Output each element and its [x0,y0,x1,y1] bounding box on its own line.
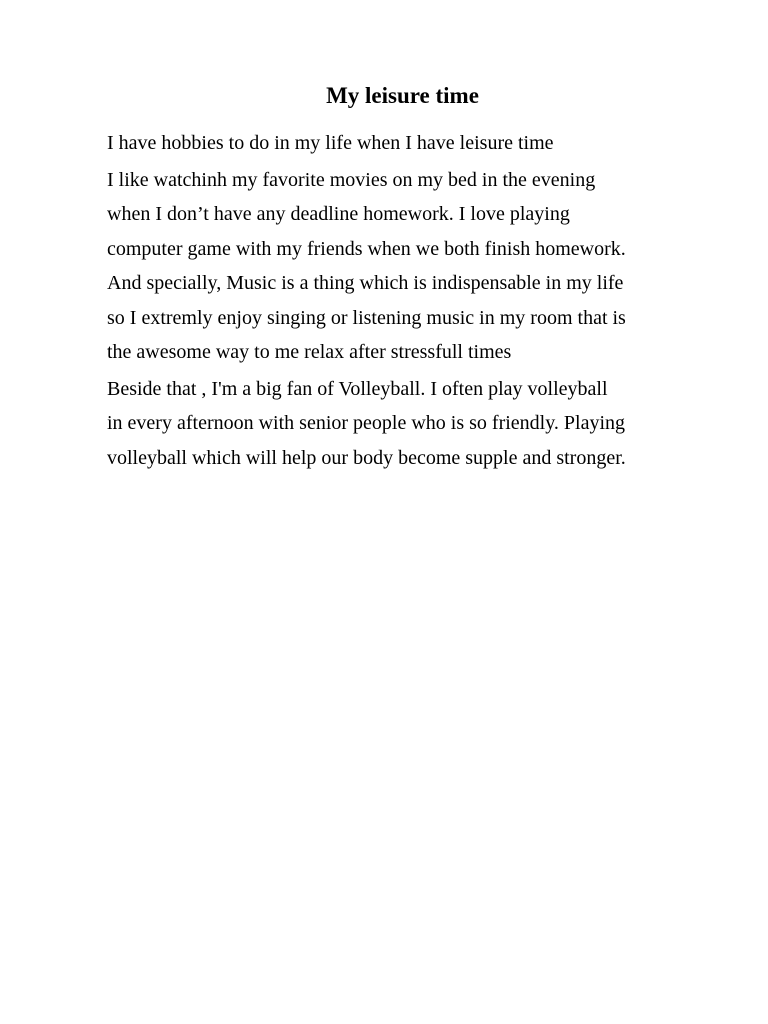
paragraph-intro [107,126,747,161]
paragraph-movies-music [107,163,747,370]
text-line: in every afternoon with senior people who is so friendly. Playing [107,412,626,434]
text-line: I have hobbies to do in my life when I have leisure time [107,132,554,154]
document-title: My leisure time [326,83,479,108]
paragraph-volleyball [107,372,747,476]
text-line: so I extremly enjoy singing or listening music in my room that is [107,306,626,329]
document-body [107,126,747,475]
text-line: computer game with my friends when we both finish homework. [107,237,626,260]
text-line: I like watchinh my favorite movies on my bed in the evening [107,168,596,191]
text-line: the awesome way to me relax after stressfull times [107,341,512,363]
text-line: when I don’t have any deadline homework. I love playing [107,203,570,225]
text-line: Beside that , I'm a big fan of Volleyball. I often play volleyball [107,377,608,400]
text-line: volleyball which will help our body become supple and stronger. [107,446,626,469]
text-line: And specially, Music is a thing which is indispensable in my life [107,272,624,294]
